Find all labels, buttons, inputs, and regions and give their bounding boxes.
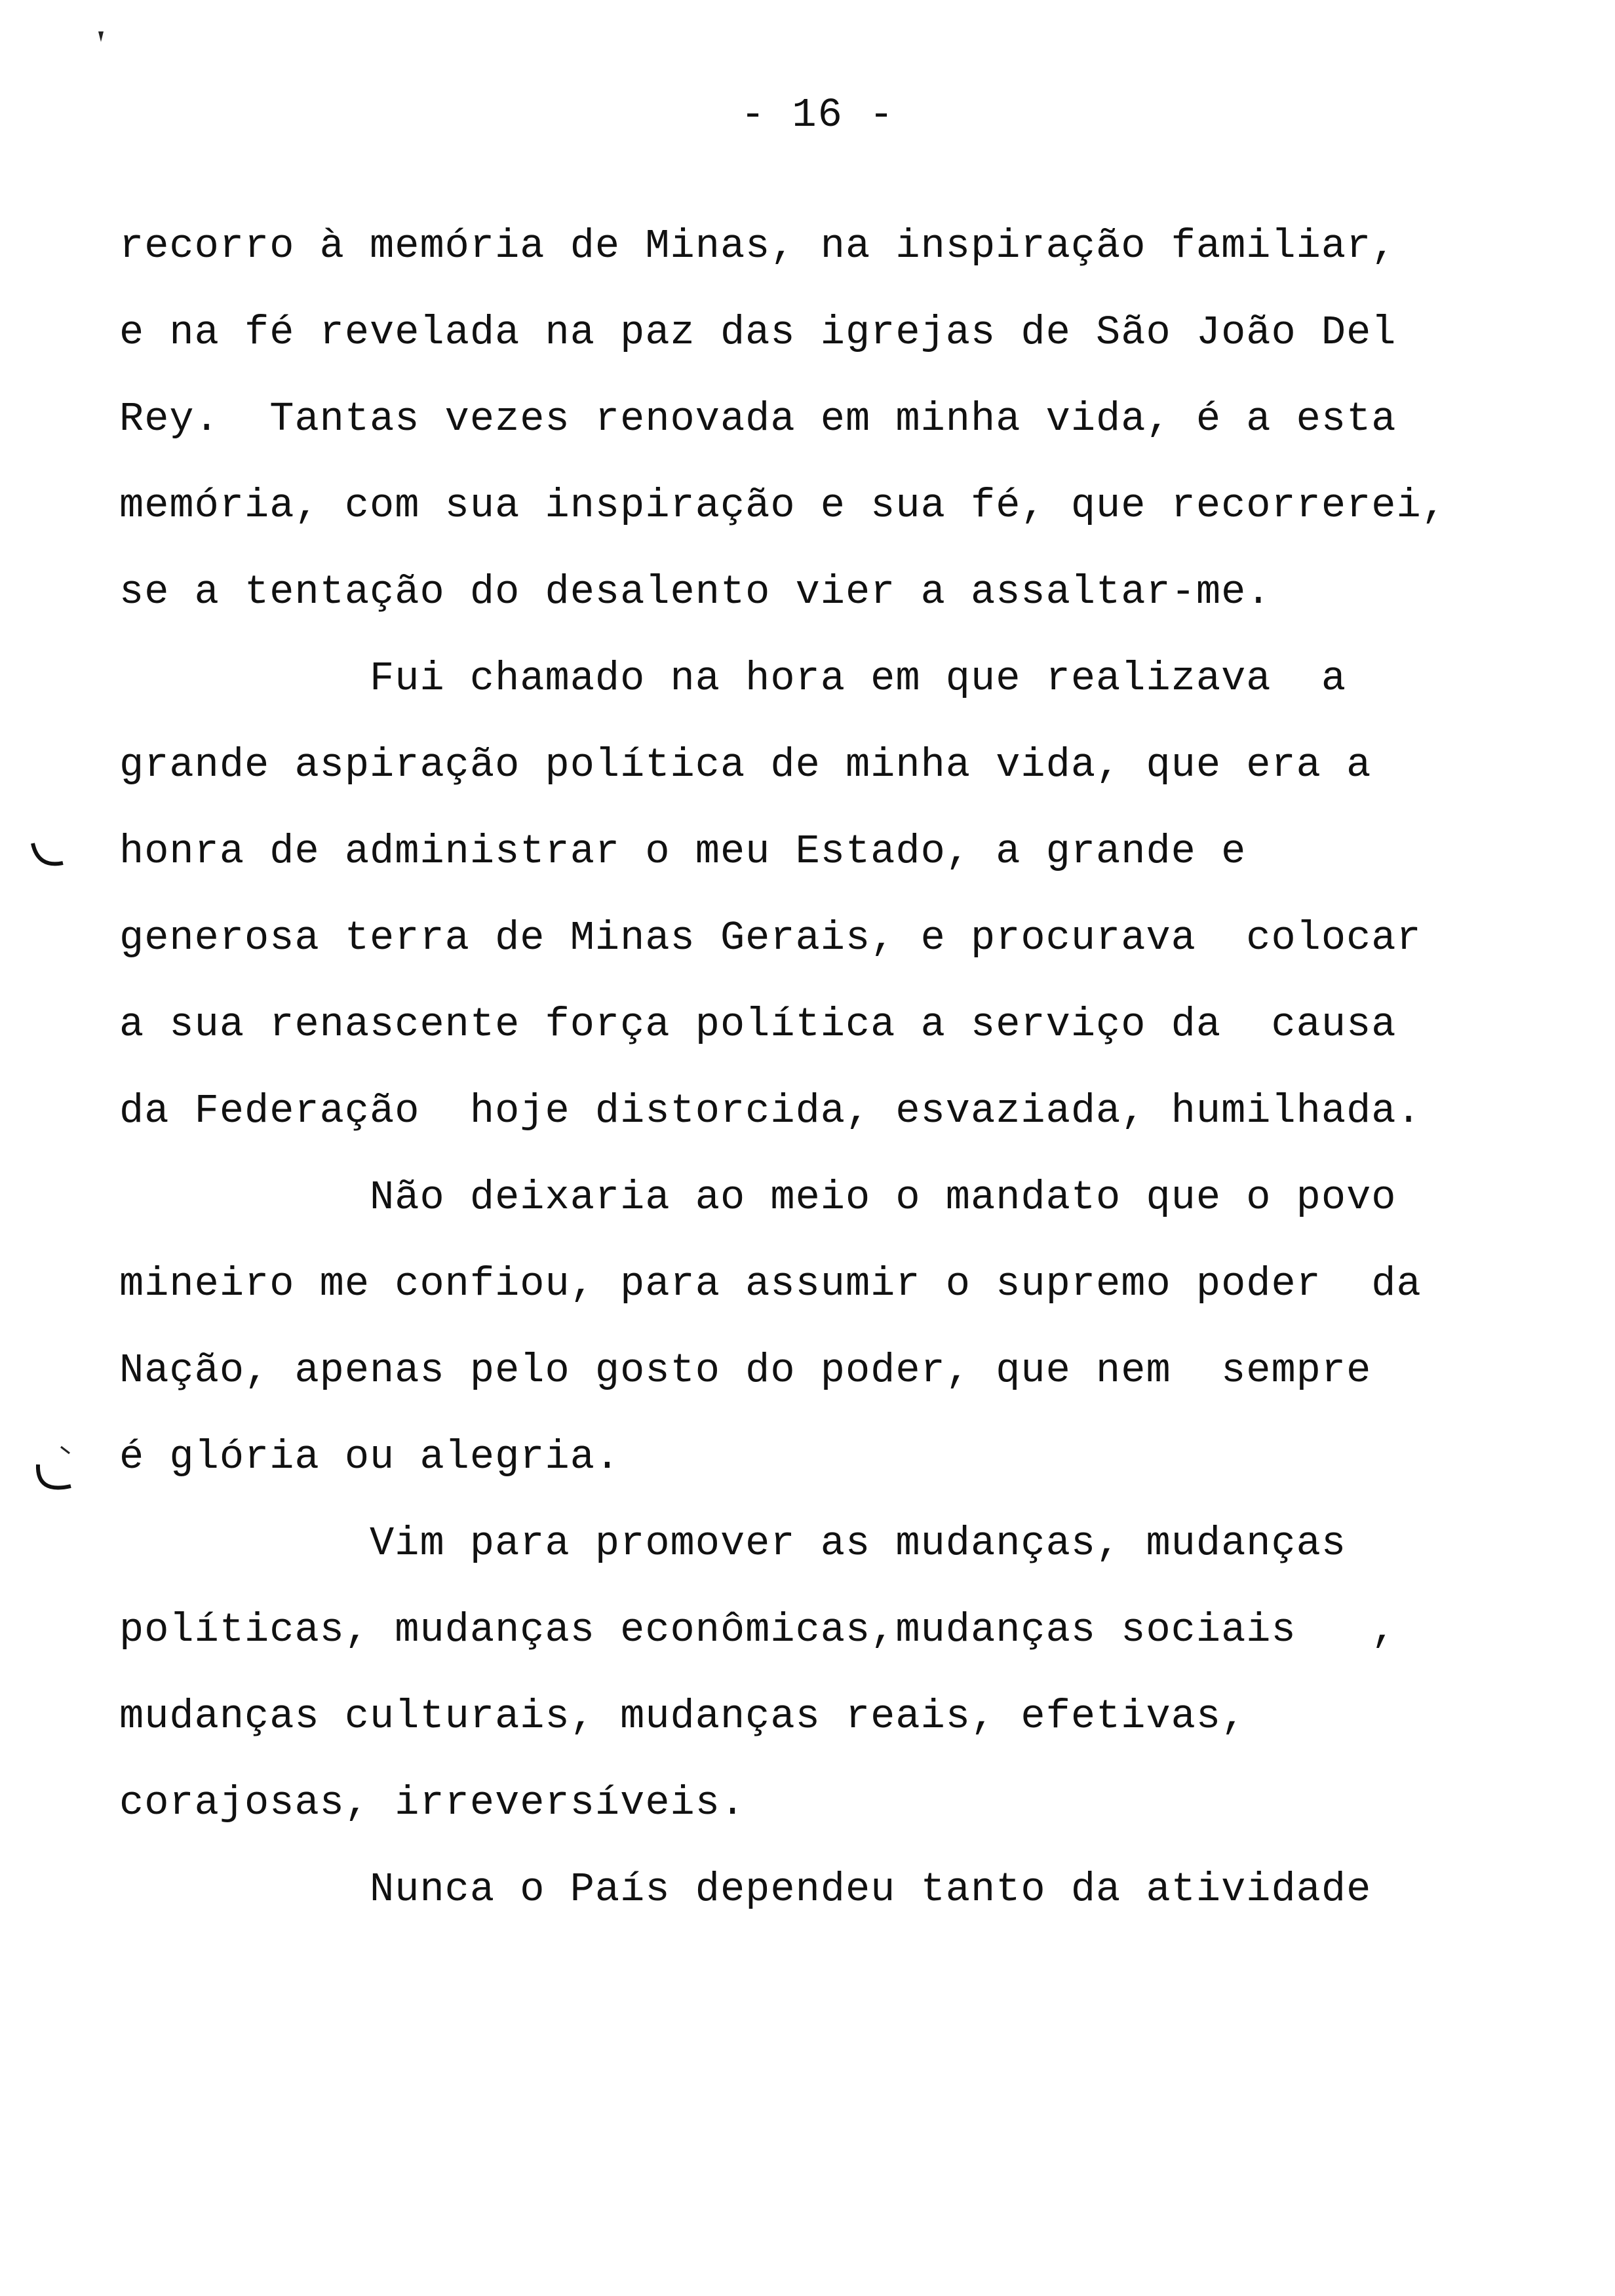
text-line: a sua renascente força política a serviço da causa <box>119 1001 1397 1048</box>
text-line: políticas, mudanças econômicas,mudanças sociais , <box>119 1607 1397 1653</box>
text-line: Nunca o País dependeu tanto da atividade <box>119 1866 1372 1913</box>
text-line: Fui chamado na hora em que realizava a <box>119 655 1347 702</box>
page-number: - 16 - <box>741 92 895 138</box>
text-line: corajosas, irreversíveis. <box>119 1780 746 1826</box>
text-line: Rey. Tantas vezes renovada em minha vida, é a esta <box>119 396 1397 442</box>
text-line: Não deixaria ao meio o mandato que o povo <box>119 1174 1397 1221</box>
text-line: da Federação hoje distorcida, esvaziada, humilhada. <box>119 1088 1422 1134</box>
punch-hole-mark-lower <box>25 1435 84 1507</box>
text-line: generosa terra de Minas Gerais, e procurava colocar <box>119 915 1422 961</box>
text-line: Vim para promover as mudanças, mudanças <box>119 1520 1347 1567</box>
text-line: se a tentação do desalento vier a assaltar-me. <box>119 569 1272 615</box>
text-line: grande aspiração política de minha vida, que era a <box>119 742 1372 788</box>
text-line: recorro à memória de Minas, na inspiração familiar, <box>119 223 1397 269</box>
text-line: honra de administrar o meu Estado, a grande e <box>119 828 1247 875</box>
punch-hole-mark-upper <box>25 835 71 881</box>
text-line: Nação, apenas pelo gosto do poder, que nem sempre <box>119 1347 1372 1394</box>
text-line: memória, com sua inspiração e sua fé, que recorrerei, <box>119 482 1447 529</box>
text-line: mudanças culturais, mudanças reais, efetivas, <box>119 1693 1247 1740</box>
text-line: mineiro me confiou, para assumir o supremo poder da <box>119 1261 1422 1307</box>
text-line: é glória ou alegria. <box>119 1434 621 1480</box>
text-line: e na fé revelada na paz das igrejas de São João Del <box>119 309 1397 356</box>
scan-dot-mark <box>92 26 111 52</box>
